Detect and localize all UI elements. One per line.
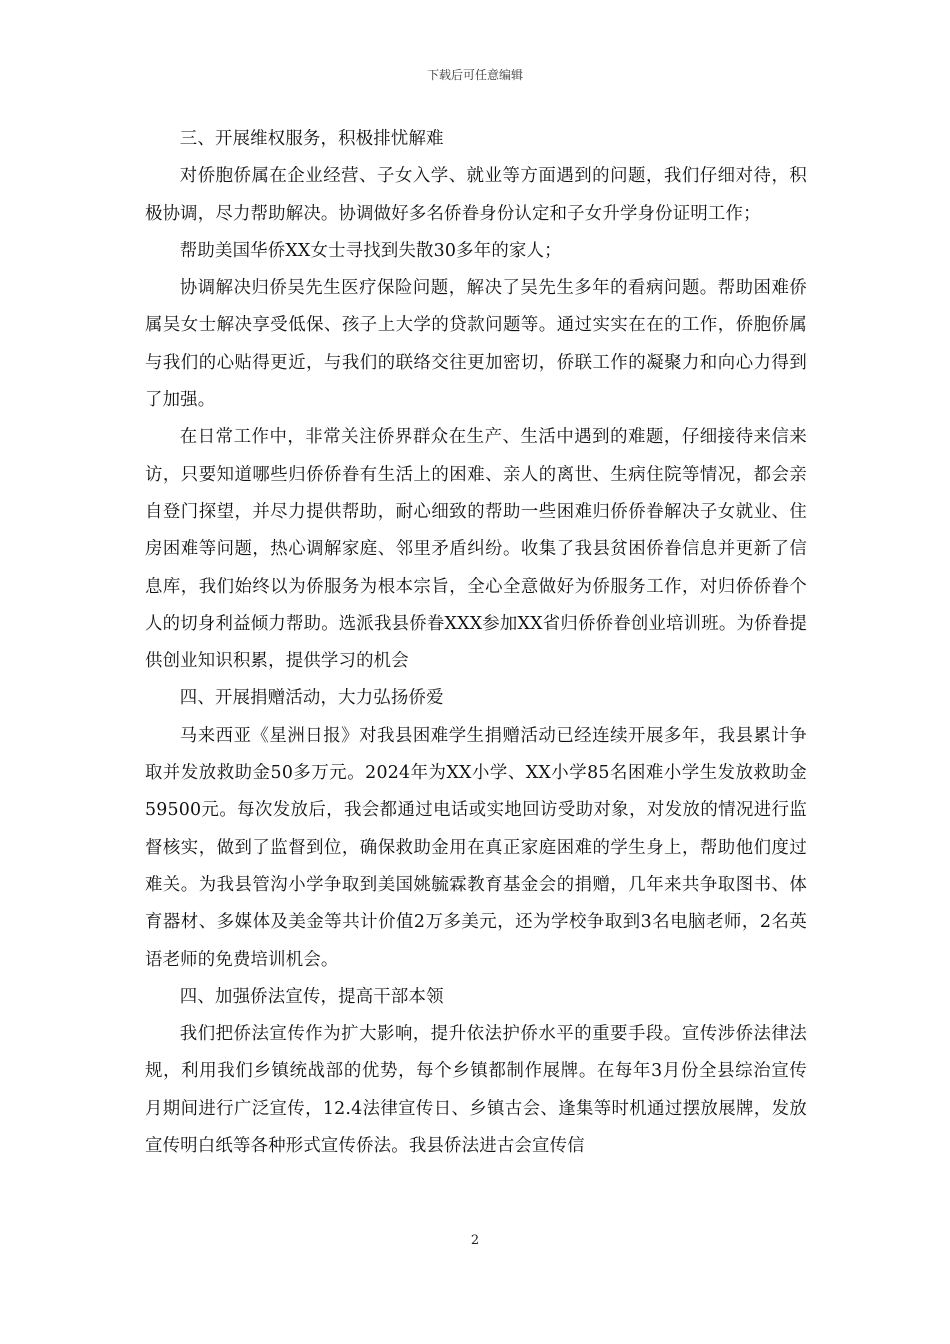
paragraph: 在日常工作中，非常关注侨界群众在生产、生活中遇到的难题，仔细接待来信来访，只要知道哪些归侨侨眷有生活上的困难、亲人的离世、生病住院等情况，都会亲自登门探望，并尽力提供帮助，耐心细致的帮助一些困难归侨侨眷解决子女就业、住房困难等问题，热心调解家庭、邻里矛盾纠纷。收集了我县贫困侨眷信息并更新了信息库，我们始终以为侨服务为根本宗旨，全心全意做好为侨服务工作，对归侨侨眷个人的切身利益倾力帮助。选派我县侨眷XXX参加XX省归侨侨眷创业培训班。为侨眷提供创业知识积累，提供学习的机会 xyxy=(145,427,807,672)
section-heading-4a: 四、开展捐赠活动，大力弘扬侨爱 xyxy=(179,688,444,709)
section-heading-3: 三、开展维权服务，积极排忧解难 xyxy=(179,129,444,149)
paragraph: 协调解决归侨吴先生医疗保险问题，解决了吴先生多年的看病问题。帮助困难侨属吴女士解决享受低保、孩子上大学的贷款问题等。通过实实在在的工作，侨胞侨属与我们的心贴得更近，与我们的联络交往更加密切，侨联工作的凝聚力和向心力得到了加强。 xyxy=(145,278,807,411)
paragraph: 我们把侨法宣传作为扩大影响，提升依法护侨水平的重要手段。宣传涉侨法律法规，利用我们乡镇统战部的优势，每个乡镇都制作展牌。在每年3月份全县综治宣传月期间进行广泛宣传，12.4法律宣传日、乡镇古会、逢集等时机通过摆放展牌，发放宣传明白纸等各种形式宣传侨法。我县侨法进古会宣传信 xyxy=(145,1024,807,1157)
page-number: 2 xyxy=(470,1233,480,1248)
paragraph: 帮助美国华侨XX女士寻找到失散30多年的家人； xyxy=(179,240,562,261)
paragraph: 对侨胞侨属在企业经营、子女入学、就业等方面遇到的问题，我们仔细对待，积极协调，尽力帮助解决。协调做好多名侨眷身份认定和子女升学身份证明工作； xyxy=(145,166,807,224)
section-heading-4b: 四、加强侨法宣传，提高干部本领 xyxy=(179,986,444,1007)
header-note: 下载后可任意编辑 xyxy=(426,68,523,82)
paragraph: 马来西亚《星洲日报》对我县困难学生捐赠活动已经连续开展多年，我县累计争取并发放救助金50多万元。2024年为XX小学、XX小学85名困难小学生发放救助金59500元。每次发放后，我会都通过电话或实地回访受助对象，对发放的情况进行监督核实，做到了监督到位，确保救助金用在真正家庭困难的学生身上，帮助他们度过难关。为我县管沟小学争取到美国姚毓霖教育基金会的捐赠，几年来共争取图书、体育器材、多媒体及美金等共计价值2万多美元，还为学校争取到3名电脑老师，2名英语老师的免费培训机会。 xyxy=(145,725,807,970)
document-body xyxy=(145,121,807,1165)
